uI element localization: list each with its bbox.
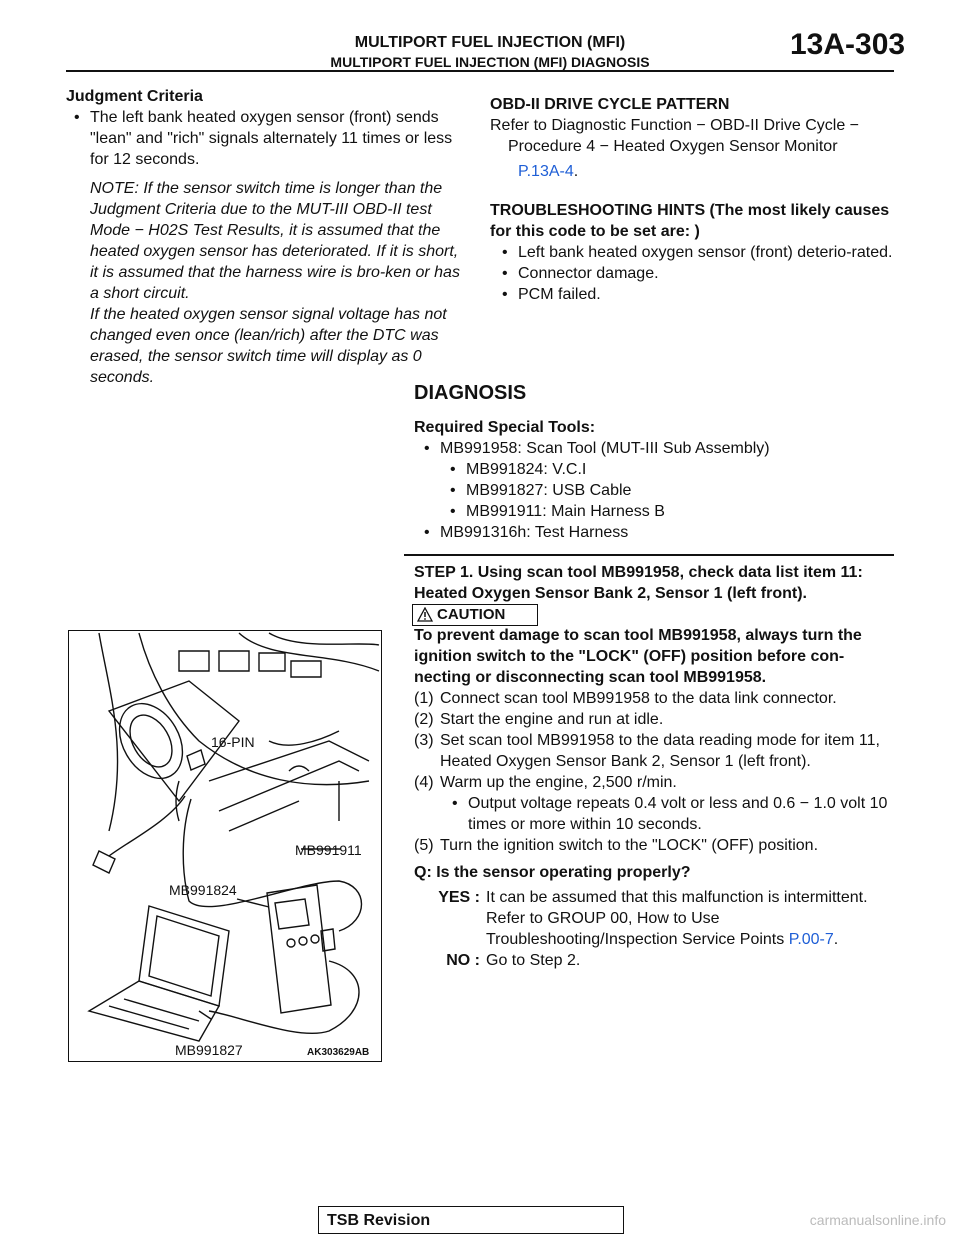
hint-item: • PCM failed.: [500, 284, 894, 305]
step-item: [414, 709, 894, 730]
step1-body: [414, 625, 894, 971]
step-number: (3): [414, 732, 434, 749]
tool-item: • MB991958: Scan Tool (MUT-III Sub Assembly): [422, 438, 894, 459]
step-divider: [404, 554, 894, 556]
page-number: 13A-303: [790, 28, 906, 61]
judgment-bullet: • The left bank heated oxygen sensor (front) sends "lean" and "rich" signals alternately 11 times or less for 12 seconds.: [72, 107, 466, 170]
caution-text: To prevent damage to scan tool MB991958, always turn the ignition switch to the "LOCK" (OFF) position before con-necting or disconnecting scan tool MB991958.: [414, 627, 862, 686]
tools-heading: Required Special Tools:: [414, 419, 596, 436]
tool-sub-item: • MB991827: USB Cable: [448, 480, 894, 501]
step-number: (2): [414, 711, 434, 728]
step-item: [414, 688, 894, 709]
step-text: Set scan tool MB991958 to the data reading mode for item 11, Heated Oxygen Sensor Bank 2, Sensor 1 (left front).: [440, 732, 880, 770]
step-text: Warm up the engine, 2,500 r/min.: [440, 774, 677, 791]
obd-link-suffix: .: [573, 163, 579, 180]
diagnosis-heading: DIAGNOSIS: [414, 382, 527, 404]
diagnosis-section: [414, 382, 894, 543]
step-item: [414, 772, 894, 793]
answer-yes: [414, 887, 894, 950]
caution-box: [412, 604, 538, 626]
judgment-note-2: If the heated oxygen sensor signal voltage has not changed even once (lean/rich) after the DTC was erased, the sensor switch time will display as 0 seconds.: [90, 306, 447, 386]
answer-no: [414, 950, 894, 971]
obd-heading: OBD-II DRIVE CYCLE PATTERN: [490, 96, 730, 113]
page-title: MULTIPORT FUEL INJECTION (MFI): [354, 34, 626, 51]
judgment-note: NOTE: If the sensor switch time is longer than the Judgment Criteria due to the MUT-III OBD-II test Mode − H02S Test Results, it is assumed that the heated oxygen sensor has deteriorated. If it is short, it is assumed that the harness wire is bro-ken or has a short circuit.: [90, 180, 460, 302]
judgment-section: [66, 86, 466, 388]
yes-label: YES :: [438, 889, 480, 906]
scan-tool-diagram: [69, 631, 381, 1061]
step-text: Start the engine and run at idle.: [440, 711, 664, 728]
tsb-revision: TSB Revision: [318, 1206, 624, 1234]
header-divider: [66, 70, 894, 72]
judgment-heading: Judgment Criteria: [66, 88, 203, 105]
step1-heading: STEP 1. Using scan tool MB991958, check data list item 11: Heated Oxygen Sensor Bank 2, Sensor 1 (left front).: [414, 564, 863, 602]
warning-icon: [417, 607, 433, 622]
hints-list: [500, 242, 894, 305]
no-label: NO :: [446, 952, 480, 969]
step-text: Turn the ignition switch to the "LOCK" (OFF) position.: [440, 837, 819, 854]
tool-sub-item: • MB991824: V.C.I: [448, 459, 894, 480]
step-number: (5): [414, 837, 434, 854]
caution-label: CAUTION: [437, 606, 506, 623]
no-text: Go to Step 2.: [486, 952, 581, 969]
page-subtitle: MULTIPORT FUEL INJECTION (MFI) DIAGNOSIS: [330, 54, 650, 70]
step-text: Connect scan tool MB991958 to the data link connector.: [440, 690, 837, 707]
label-mb991824: MB991824: [169, 882, 237, 898]
connection-illustration: [68, 630, 382, 1062]
hint-item: • Connector damage.: [500, 263, 894, 284]
step-number: (1): [414, 690, 434, 707]
watermark: carmanualsonline.info: [809, 1212, 946, 1228]
label-16-pin: 16-PIN: [211, 734, 255, 750]
yes-link[interactable]: P.00-7: [788, 931, 834, 948]
obd-text-body: Refer to Diagnostic Function − OBD-II Drive Cycle − Procedure 4 − Heated Oxygen Sensor Monitor: [490, 117, 860, 155]
step-number: (4): [414, 774, 434, 791]
tools-list: [422, 438, 894, 543]
hint-item: • Left bank heated oxygen sensor (front) deterio-rated.: [500, 242, 894, 263]
obd-link[interactable]: P.13A-4: [518, 163, 574, 180]
step-item: [414, 730, 894, 772]
label-mb991827: MB991827: [175, 1042, 243, 1058]
obd-text: [490, 115, 894, 157]
question: Q: Is the sensor operating properly?: [414, 864, 691, 881]
tool-sub-item: • MB991911: Main Harness B: [448, 501, 894, 522]
figure-code: AK303629AB: [307, 1047, 370, 1058]
yes-text: It can be assumed that this malfunction is intermittent. Refer to GROUP 00, How to Use Troubleshooting/Inspection Service Points: [486, 889, 868, 948]
obd-link-line: [490, 161, 894, 182]
step-item: [414, 835, 894, 856]
label-mb991911: MB991911: [295, 842, 362, 858]
yes-suffix: .: [833, 931, 839, 948]
step-sub-bullet: • Output voltage repeats 0.4 volt or less and 0.6 − 1.0 volt 10 times or more within 10 seconds.: [450, 793, 894, 835]
obd-section: [490, 94, 894, 305]
hints-heading: TROUBLESHOOTING HINTS (The most likely causes for this code to be set are: ): [490, 202, 890, 240]
tool-item: • MB991316h: Test Harness: [422, 522, 894, 543]
